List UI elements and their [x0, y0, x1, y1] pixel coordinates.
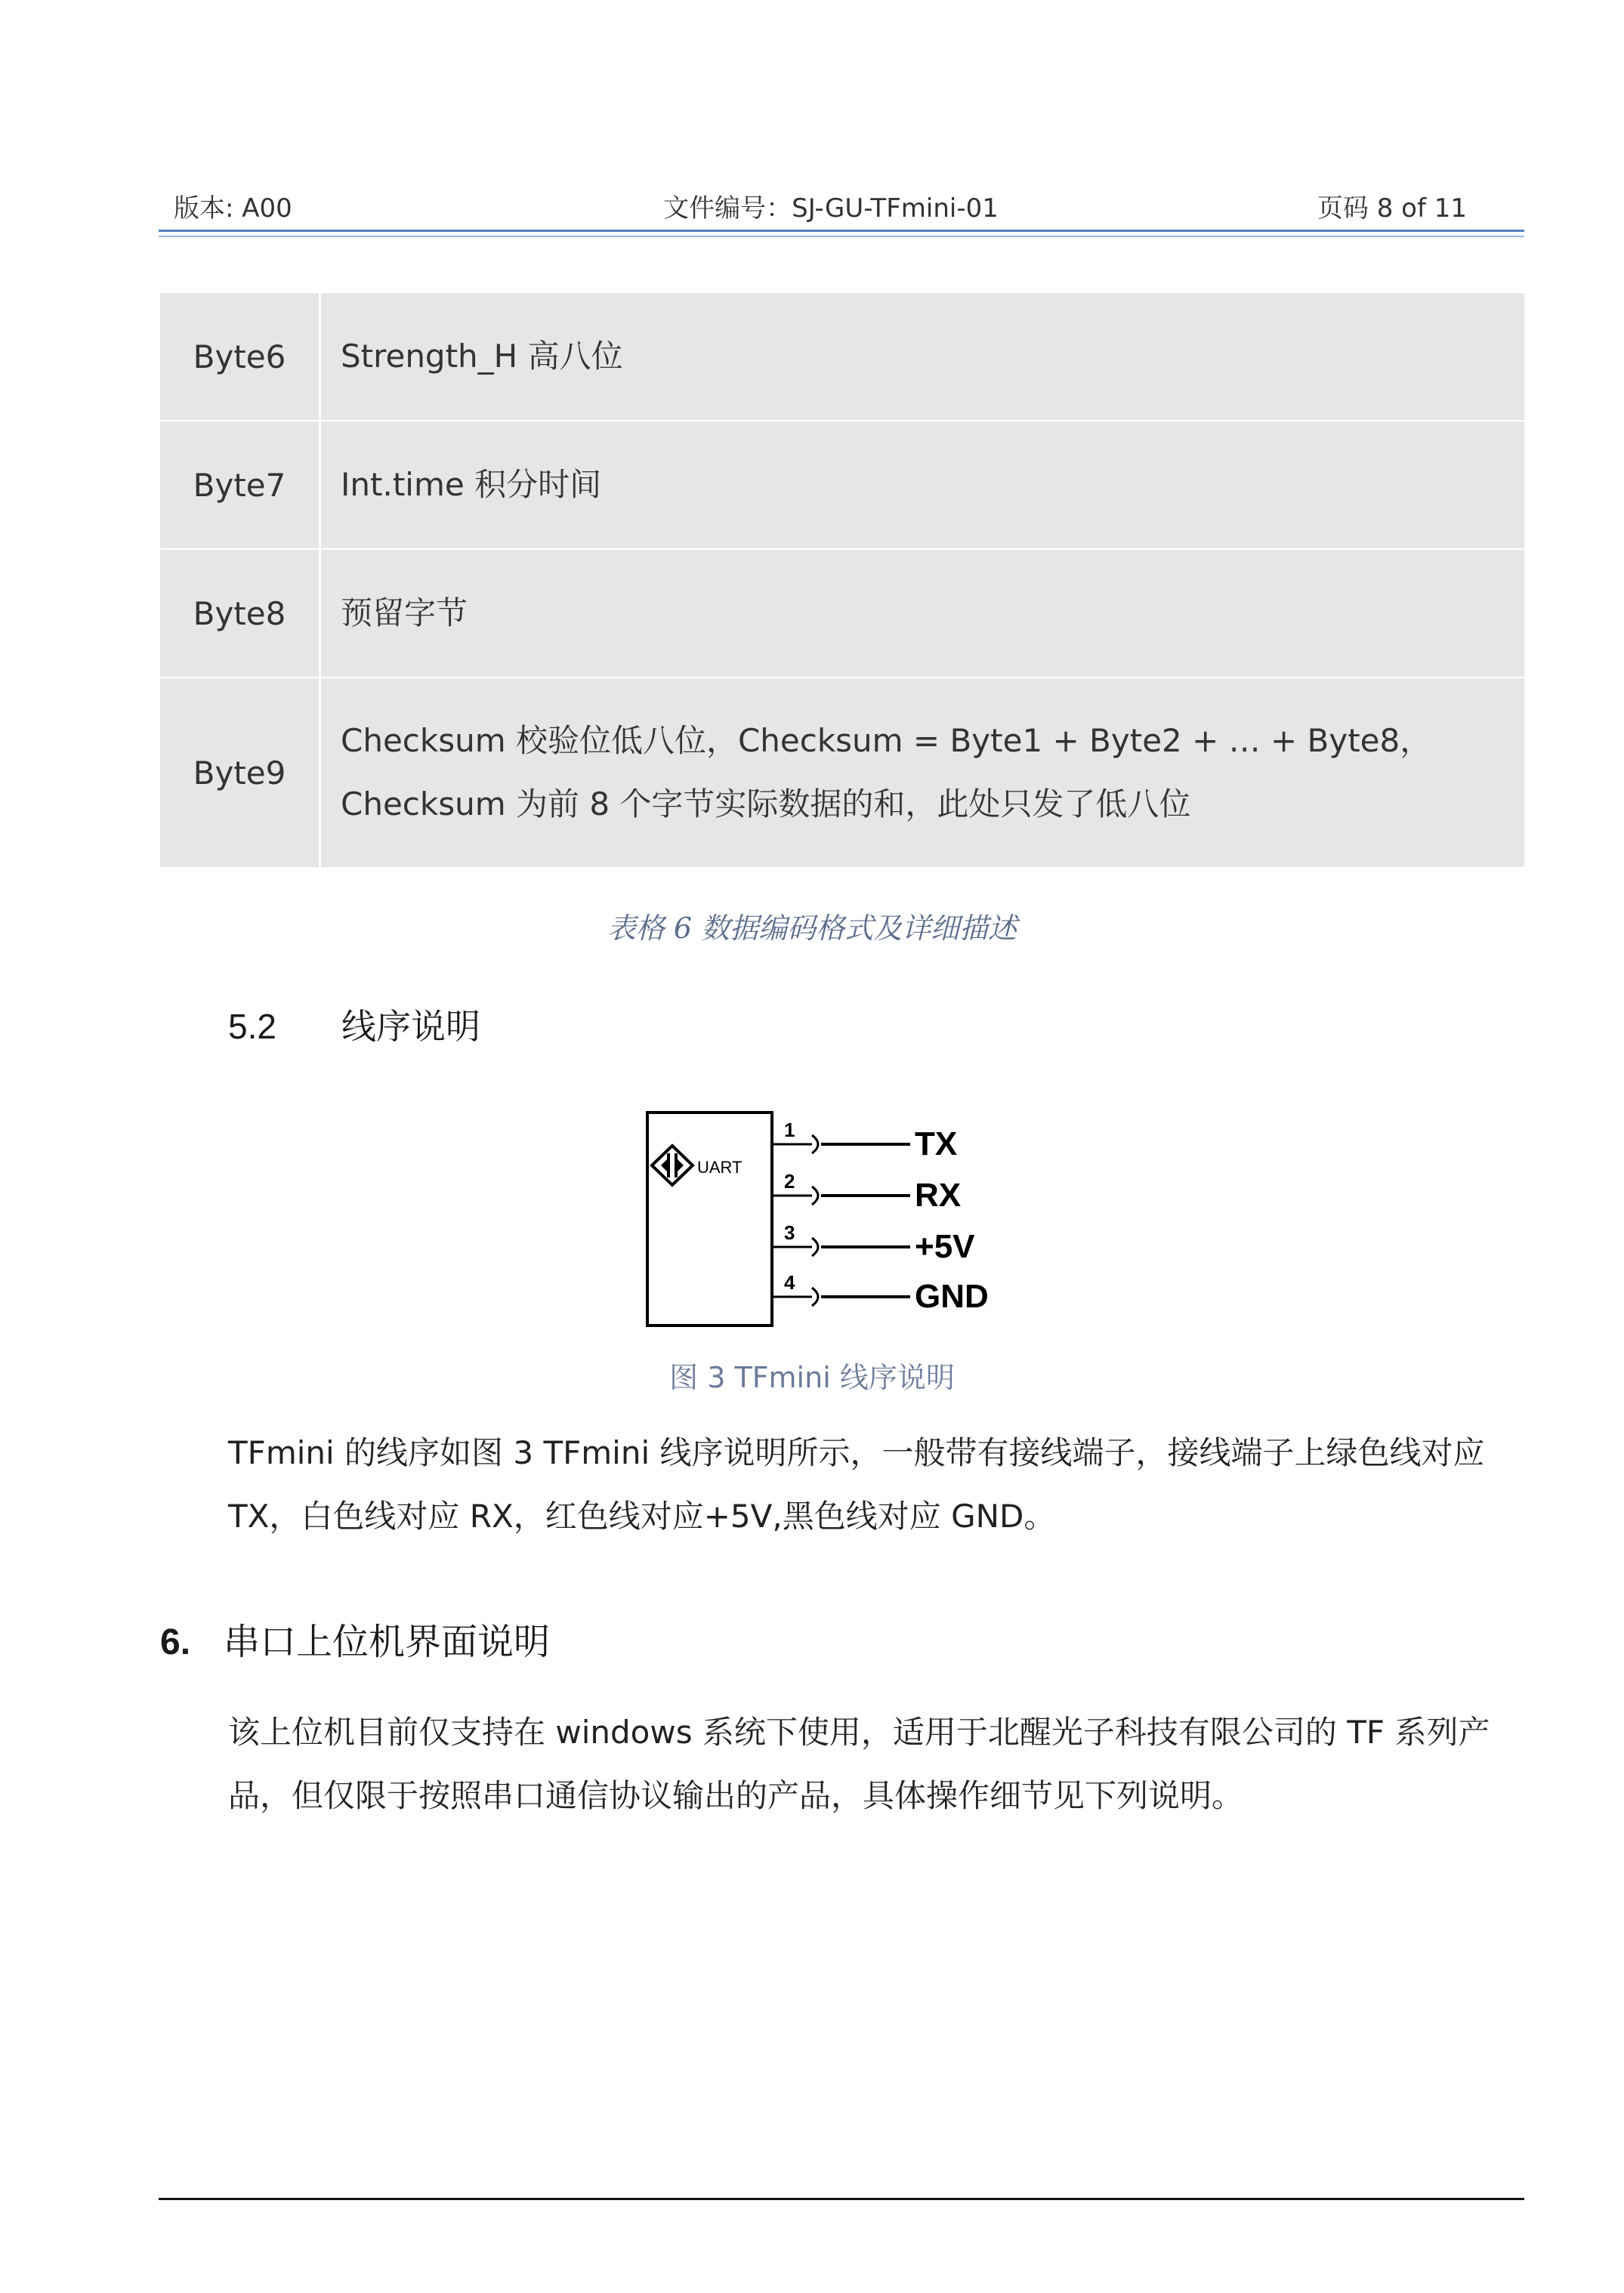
pin-number: 1 [784, 1119, 795, 1141]
byte-cell: Byte9 [160, 677, 320, 868]
software-paragraph: 该上位机目前仅支持在 windows 系统下使用，适用于北醒光子科技有限公司的 TF 系列产品，但仅限于按照串口通信协议输出的产品，具体操作细节见下列说明。 [228, 1714, 1490, 1814]
pin-number: 2 [784, 1170, 795, 1193]
byte-cell: Byte8 [160, 549, 320, 677]
module-label: UART [697, 1158, 743, 1177]
pin-number: 3 [784, 1221, 795, 1244]
module-body [647, 1113, 772, 1325]
module-logo-icon [652, 1146, 693, 1185]
footer-divider [159, 2198, 1524, 2200]
pin-1 [772, 1119, 957, 1162]
table-row [160, 549, 1524, 677]
pin-signal: TX [915, 1125, 958, 1162]
section-heading-5-2 [228, 999, 480, 1049]
data-format-table [160, 293, 1524, 869]
document-number: 文件编号：SJ-GU-TFmini-01 [663, 193, 999, 224]
pin-3 [772, 1221, 975, 1265]
description-cell: Strength_H 高八位 [320, 293, 1525, 421]
wiring-diagram-svg [638, 1091, 1046, 1348]
description-cell: Int.time 积分时间 [320, 421, 1525, 549]
version-label: 版本: A00 [174, 193, 292, 224]
description-cell: 预留字节 [320, 549, 1525, 677]
wiring-paragraph: TFmini 的线序如图 3 TFmini 线序说明所示，一般带有接线端子，接线端子上绿色线对应 TX，白色线对应 RX，红色线对应+5V,黑色线对应 GND。 [228, 1434, 1485, 1535]
pin-signal: +5V [915, 1228, 975, 1265]
page-number: 页码 8 of 11 [1317, 193, 1467, 224]
figure-caption: 图 3 TFmini 线序说明 [669, 1361, 955, 1394]
pin-4 [772, 1271, 989, 1315]
pin-2 [772, 1170, 961, 1214]
page-header [159, 187, 1503, 225]
table-caption: 表格 6 数据编码格式及详细描述 [607, 912, 1017, 945]
table-row [160, 293, 1524, 421]
pin-signal: GND [915, 1278, 989, 1315]
byte-cell: Byte6 [160, 293, 320, 421]
section-title: 线序说明 [341, 1006, 480, 1047]
section-number: 5.2 [228, 1007, 276, 1046]
description-cell: Checksum 校验位低八位，Checksum = Byte1 + Byte2 + … + Byte8，Checksum 为前 8 个字节实际数据的和，此处只发了低八位 [320, 677, 1525, 868]
table-row [160, 421, 1524, 549]
byte-cell: Byte7 [160, 421, 320, 549]
header-divider-secondary [159, 236, 1524, 237]
header-divider [159, 230, 1524, 232]
pin-signal: RX [915, 1177, 962, 1214]
table-row [160, 677, 1524, 868]
wiring-diagram [638, 1091, 1046, 1348]
section-heading-6 [160, 1613, 550, 1665]
section-number: 6. [160, 1622, 191, 1662]
pin-number: 4 [784, 1271, 795, 1294]
section-title: 串口上位机界面说明 [224, 1621, 551, 1663]
